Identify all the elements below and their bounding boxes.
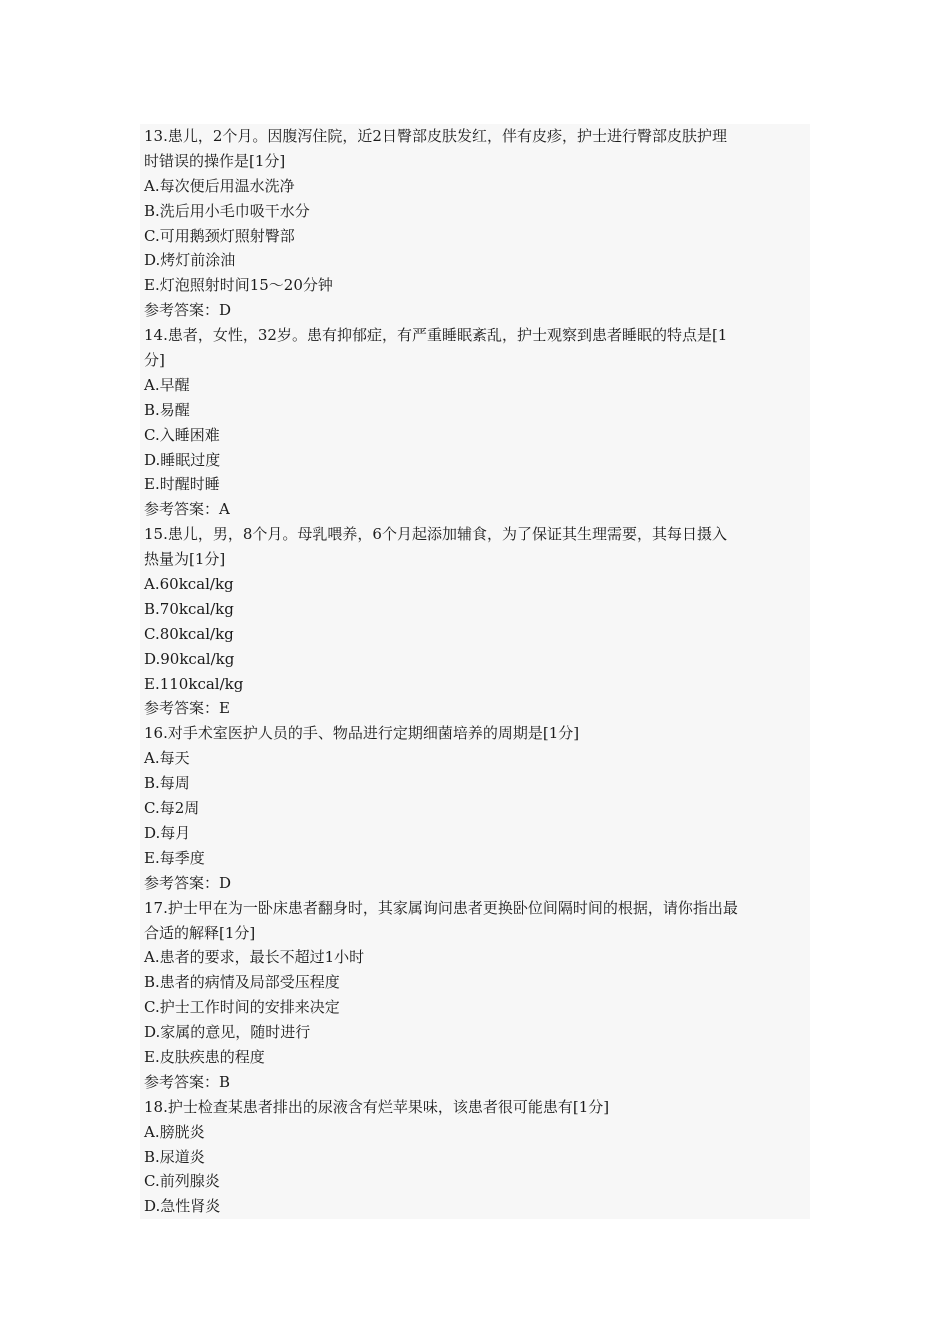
question-15-option-b: B.70kcal/kg	[144, 599, 234, 618]
question-14-stem-line-1: 14.患者，女性，32岁。患有抑郁症，有严重睡眠紊乱，护士观察到患者睡眠的特点是[1	[144, 326, 728, 345]
question-17-option-c: C.护士工作时间的安排来决定	[144, 998, 340, 1017]
question-14-option-e: E.时醒时睡	[144, 475, 220, 494]
question-14-option-d: D.睡眠过度	[144, 450, 221, 469]
question-13-option-e: E.灯泡照射时间15～20分钟	[144, 276, 333, 295]
question-13-stem-line-2: 时错误的操作是[1分]	[144, 151, 286, 170]
question-14-stem-line-2: 分]	[144, 351, 165, 370]
question-17-option-e: E.皮肤疾患的程度	[144, 1047, 265, 1066]
question-14-answer: 参考答案：A	[144, 500, 230, 519]
question-13-stem-line-1: 13.患儿，2个月。因腹泻住院，近2日臀部皮肤发红，伴有皮疹，护士进行臀部皮肤护理	[144, 127, 727, 145]
question-18-option-b: B.尿道炎	[144, 1147, 205, 1166]
question-17-option-a: A.患者的要求，最长不超过1小时	[144, 948, 365, 967]
question-16-stem: 16.对手术室医护人员的手、物品进行定期细菌培养的周期是[1分]	[144, 724, 580, 743]
question-16-option-b: B.每周	[144, 774, 190, 793]
question-13-option-d: D.烤灯前涂油	[144, 251, 236, 270]
question-14-option-a: A.早醒	[144, 375, 190, 394]
question-18-stem: 18.护士检查某患者排出的尿液含有烂苹果味，该患者很可能患有[1分]	[144, 1097, 610, 1116]
question-15-stem-line-2: 热量为[1分]	[144, 550, 226, 569]
question-13-answer: 参考答案：D	[144, 301, 232, 320]
question-14-option-b: B.易醒	[144, 400, 190, 419]
question-16-option-d: D.每月	[144, 823, 191, 842]
question-15-option-a: A.60kcal/kg	[144, 575, 234, 594]
question-18-option-c: C.前列腺炎	[144, 1172, 220, 1191]
question-13-option-c: C.可用鹅颈灯照射臀部	[144, 226, 295, 245]
question-17-answer: 参考答案：B	[144, 1072, 231, 1091]
question-16-option-c: C.每2周	[144, 799, 200, 818]
question-15-option-e: E.110kcal/kg	[144, 674, 244, 693]
question-13-option-a: A.每次便后用温水洗净	[144, 176, 295, 195]
question-15-stem-line-1: 15.患儿，男，8个月。母乳喂养，6个月起添加辅食，为了保证其生理需要，其每日摄入	[144, 525, 727, 544]
question-document	[140, 124, 810, 1219]
question-15-answer: 参考答案：E	[144, 699, 230, 718]
question-13-option-b: B.洗后用小毛巾吸干水分	[144, 201, 310, 220]
question-17-stem-line-2: 合适的解释[1分]	[144, 923, 256, 942]
question-14-option-c: C.入睡困难	[144, 425, 220, 444]
question-15-option-d: D.90kcal/kg	[144, 649, 235, 668]
question-18-option-d: D.急性肾炎	[144, 1197, 221, 1216]
question-17-option-d: D.家属的意见，随时进行	[144, 1023, 311, 1042]
question-16-option-a: A.每天	[144, 749, 190, 768]
question-15-option-c: C.80kcal/kg	[144, 624, 234, 643]
question-16-option-e: E.每季度	[144, 848, 205, 867]
question-16-answer: 参考答案：D	[144, 873, 232, 892]
question-18-option-a: A.膀胱炎	[144, 1122, 205, 1141]
question-17-option-b: B.患者的病情及局部受压程度	[144, 973, 340, 992]
question-17-stem-line-1: 17.护士甲在为一卧床患者翻身时，其家属询问患者更换卧位间隔时间的根据，请你指出最	[144, 898, 738, 917]
